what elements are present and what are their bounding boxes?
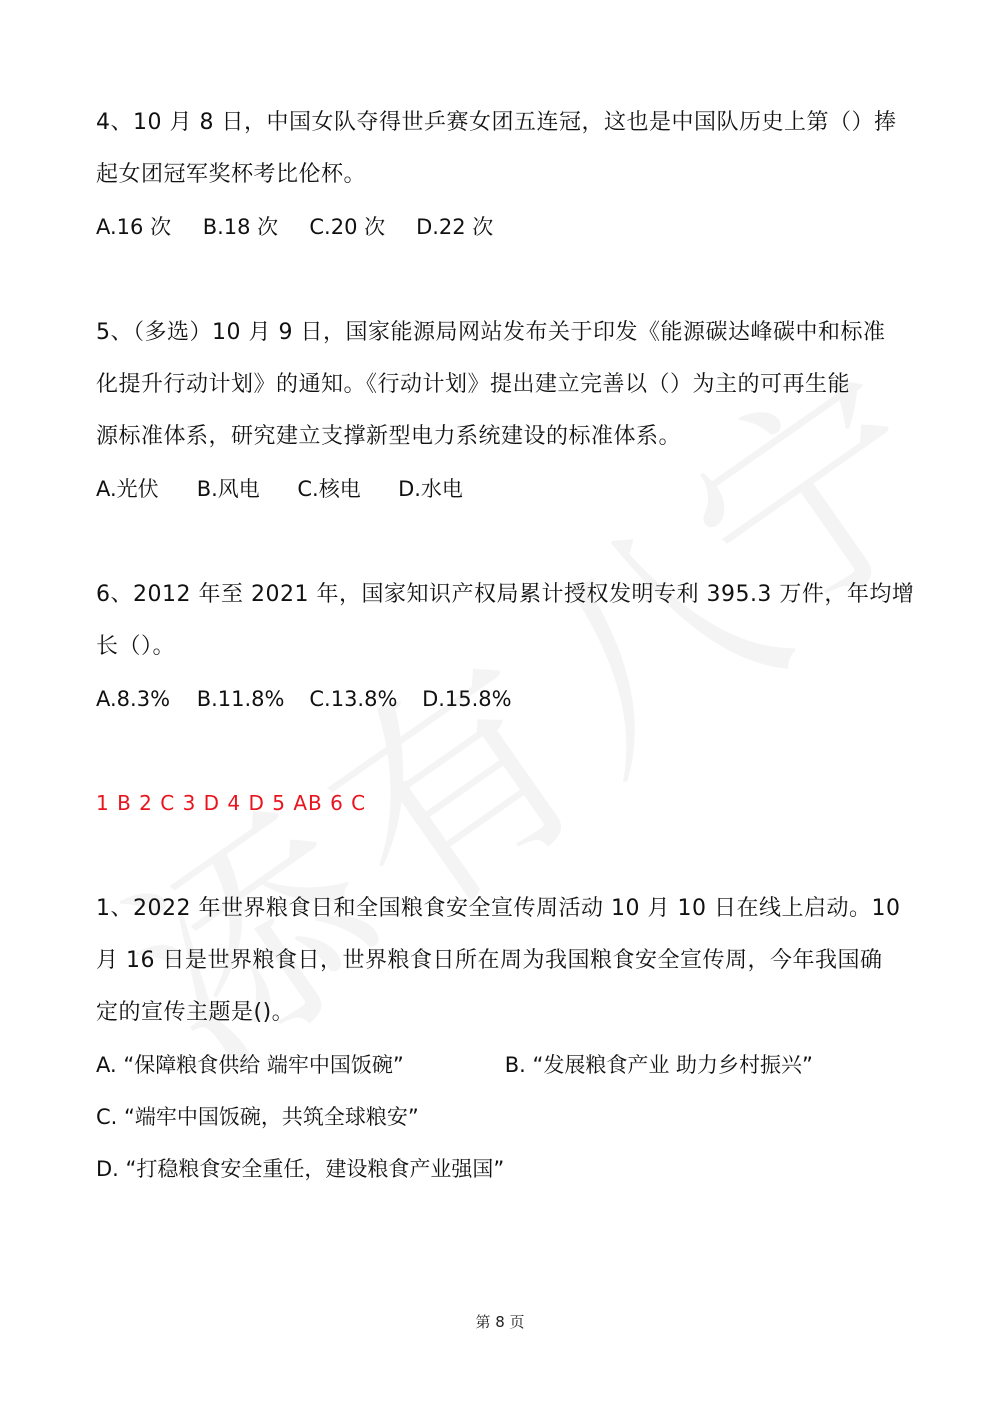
question-4-option-b: B.18 次 bbox=[202, 215, 279, 239]
question-1-option-a: A. “保障粮食供给 端牢中国饭碗” bbox=[96, 1053, 404, 1077]
question-4-options bbox=[96, 212, 493, 242]
question-5-line-1: 5、（多选）10 月 9 日，国家能源局网站发布关于印发《能源碳达峰碳中和标准 bbox=[96, 320, 886, 345]
question-1-option-d: D. “打稳粮食安全重任，建设粮食产业强国” bbox=[96, 1157, 505, 1181]
question-1-line-3: 定的宣传主题是()。 bbox=[96, 1000, 295, 1025]
question-6-option-c: C.13.8% bbox=[309, 687, 398, 711]
question-5-option-c: C.核电 bbox=[297, 477, 361, 501]
watermark-char-3 bbox=[456, 424, 834, 827]
question-4-option-a: A.16 次 bbox=[96, 215, 172, 239]
question-6-option-b: B.11.8% bbox=[196, 687, 285, 711]
question-5-line-3: 源标准体系，研究建立支撑新型电力系统建设的标准体系。 bbox=[96, 424, 682, 449]
question-6-option-d: D.15.8% bbox=[422, 687, 512, 711]
page-number: 第 8 页 bbox=[475, 1313, 525, 1331]
question-5-option-b: B.风电 bbox=[196, 477, 260, 501]
question-5-option-a: A.光伏 bbox=[96, 477, 159, 501]
question-6-option-a: A.8.3% bbox=[96, 687, 171, 711]
question-5-option-d: D.水电 bbox=[398, 477, 463, 501]
question-1-line-1: 1、2022 年世界粮食日和全国粮食安全宣传周活动 10 月 10 日在线上启动。10 bbox=[96, 896, 901, 921]
question-1-option-b: B. “发展粮食产业 助力乡村振兴” bbox=[504, 1053, 813, 1077]
question-1-option-c: C. “端牢中国饭碗，共筑全球粮安” bbox=[96, 1105, 419, 1129]
question-5-line-2: 化提升行动计划》的通知。《行动计划》提出建立完善以（）为主的可再生能 bbox=[96, 372, 851, 397]
question-4-option-c: C.20 次 bbox=[309, 215, 386, 239]
question-4-option-d: D.22 次 bbox=[416, 215, 494, 239]
question-1-options-row-1 bbox=[96, 1050, 813, 1080]
question-4-line-2: 起女团冠军奖杯考比伦杯。 bbox=[96, 162, 367, 187]
question-5-options bbox=[96, 474, 463, 504]
question-6-line-1: 6、2012 年至 2021 年，国家知识产权局累计授权发明专利 395.3 万件，年均增 bbox=[96, 582, 915, 607]
answer-key: 1 B 2 C 3 D 4 D 5 AB 6 C bbox=[96, 791, 367, 815]
question-6-line-2: 长（）。 bbox=[96, 634, 176, 659]
question-6-options bbox=[96, 684, 512, 714]
question-1-line-2: 月 16 日是世界粮食日，世界粮食日所在周为我国粮食安全宣传周，今年我国确 bbox=[96, 948, 883, 973]
question-4-line-1: 4、10 月 8 日，中国女队夺得世乒赛女团五连冠，这也是中国队历史上第（）捧 bbox=[96, 110, 897, 135]
